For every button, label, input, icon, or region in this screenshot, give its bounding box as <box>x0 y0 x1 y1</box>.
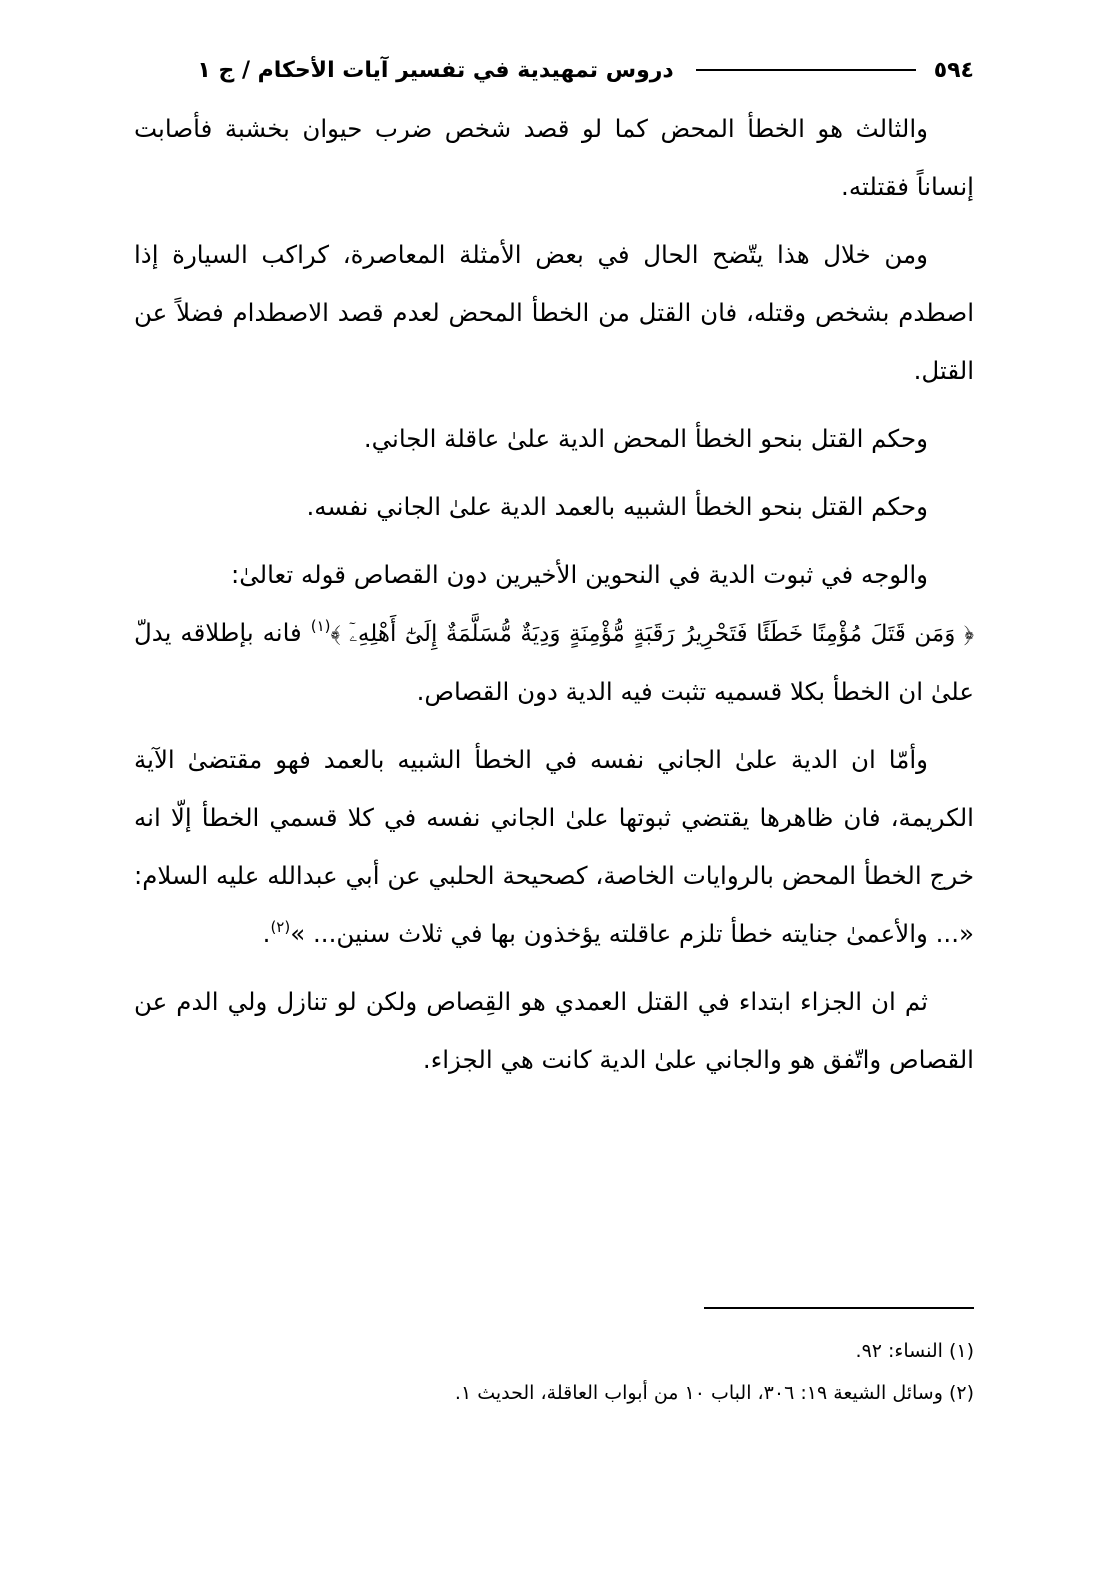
running-head <box>134 50 974 90</box>
quran-verse: ﴿ وَمَن قَتَلَ مُؤْمِنًا خَطَئًا فَتَحْرِيرُ رَقَبَةٍ مُّؤْمِنَةٍ وَدِيَةٌ مُّسَلَّمَةٌ إِلَىٰٓ أَهْلِهِۦٓ ﴾ <box>330 621 974 647</box>
footnote-rule <box>704 1307 974 1309</box>
verse-commentary: فانه بإطلاقه يدلّ علىٰ ان الخطأ بكلا قسميه تثبت فيه الدية دون القصاص. <box>134 618 974 706</box>
paragraph-modern-example: ومن خلال هذا يتّضح الحال في بعض الأمثلة المعاصرة، كراكب السيارة إذا اصطدم بشخص وقتله، فان القتل من الخطأ المحض لعدم قصد الاصطدام فضلاً عن القتل. <box>134 240 974 385</box>
footnote-ref-1: (١) <box>310 617 331 635</box>
body-text <box>134 100 974 1099</box>
paragraph-ruling-pure-error: وحكم القتل بنحو الخطأ المحض الدية علىٰ عاقلة الجاني. <box>363 424 928 453</box>
header-rule <box>696 69 916 71</box>
narration-end: . <box>262 919 271 948</box>
footnote-2: (٢) وسائل الشيعة ١٩: ٣٠٦، الباب ١٠ من أبواب العاقلة، الحديث ١. <box>454 1382 974 1404</box>
footnote-ref-2: (٢) <box>270 918 291 936</box>
footnote-1: (١) النساء: ٩٢. <box>855 1340 974 1362</box>
paragraph-quran-verse <box>134 604 974 721</box>
paragraph-evidence-intro: والوجه في ثبوت الدية في النحوين الأخيرين دون القصاص قوله تعالىٰ: <box>230 560 928 589</box>
book-title: دروس تمهيدية في تفسير آيات الأحكام / ج ١ <box>197 57 674 83</box>
paragraph-quasi-intentional-proof <box>134 731 974 963</box>
narration-text: وأمّا ان الدية علىٰ الجاني نفسه في الخطأ الشبيه بالعمد فهو مقتضىٰ الآية الكريمة، فان ظاهرها يقتضي ثبوتها علىٰ الجاني نفسه في كلا قسمي الخطأ إلّا انه خرج الخطأ المحض بالروايات الخاصة، كصحيحة الحلبي عن أبي عبدالله عليه السلام: «... والأعمىٰ جنايته خطأ تلزم عاقلته يؤخذون بها في ثلاث سنين... » <box>134 745 974 948</box>
paragraph-ruling-quasi-intentional: وحكم القتل بنحو الخطأ الشبيه بالعمد الدية علىٰ الجاني نفسه. <box>306 492 928 521</box>
paragraph-third-type: والثالث هو الخطأ المحض كما لو قصد شخص ضرب حيوان بخشبة فأصابت إنساناً فقتلته. <box>134 114 974 201</box>
footnotes <box>134 1330 974 1414</box>
page-number: ٥٩٤ <box>933 57 974 83</box>
paragraph-closing: ثم ان الجزاء ابتداء في القتل العمدي هو القِصاص ولكن لو تنازل ولي الدم عن القصاص واتّفق هو والجاني علىٰ الدية كانت هي الجزاء. <box>134 987 974 1074</box>
